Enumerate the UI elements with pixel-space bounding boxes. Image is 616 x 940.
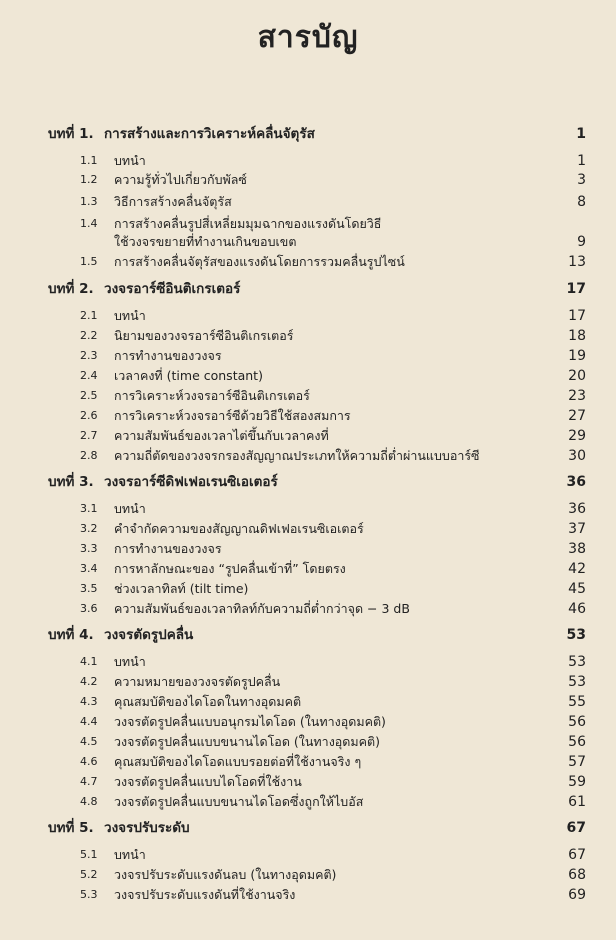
toc-page-number: 56 xyxy=(568,714,586,730)
toc-entry-row xyxy=(0,425,616,447)
toc-entry-number: บทที่ 2. xyxy=(48,281,94,297)
toc-page-number: 13 xyxy=(568,254,586,270)
toc-entry-number: 1.3 xyxy=(80,195,98,208)
toc-page-number: 61 xyxy=(568,794,586,810)
toc-page-number: 42 xyxy=(568,561,586,577)
toc-entry-title: การวิเคราะห์วงจรอาร์ซีอินติเกรเตอร์ xyxy=(114,388,310,403)
toc-chapter-row xyxy=(0,278,616,300)
toc-chapter-row xyxy=(0,817,616,839)
toc-entry-title: บทนำ xyxy=(114,308,146,323)
toc-entry-row xyxy=(0,651,616,673)
toc-entry-row xyxy=(0,671,616,693)
toc-entry-row xyxy=(0,365,616,387)
toc-entry-number: 2.2 xyxy=(80,329,98,342)
toc-page-number: 36 xyxy=(566,474,586,490)
toc-entry-number: 3.2 xyxy=(80,522,98,535)
toc-page-number: 17 xyxy=(566,281,586,297)
toc-entry-row xyxy=(0,305,616,327)
toc-page-number: 56 xyxy=(568,734,586,750)
toc-page-number: 67 xyxy=(566,820,586,836)
toc-entry-row xyxy=(0,345,616,367)
toc-entry-title: วงจรอาร์ซีอินติเกรเตอร์ xyxy=(104,281,241,297)
toc-entry-number: 2.1 xyxy=(80,309,98,322)
toc-entry-title: ความถี่ตัดของวงจรกรองสัญญาณประเภทให้ความถี่ต่ำผ่านแบบอาร์ซี xyxy=(114,448,480,463)
toc-page-number: 8 xyxy=(577,194,586,210)
toc-entry-number: 1.2 xyxy=(80,173,98,186)
toc-page-number: 45 xyxy=(568,581,586,597)
toc-page-number: 23 xyxy=(568,388,586,404)
toc-entry-row xyxy=(0,385,616,407)
toc-entry-number: 4.5 xyxy=(80,735,98,748)
toc-entry-row xyxy=(0,538,616,560)
toc-entry-row xyxy=(0,405,616,427)
toc-entry-row xyxy=(0,598,616,620)
toc-entry-row xyxy=(0,191,616,213)
toc-entry-title: การสร้างคลื่นจัตุรัสของแรงดันโดยการรวมคลื่นรูปไซน์ xyxy=(114,254,405,269)
toc-entry-title: คุณสมบัติของไดโอดแบบรอยต่อที่ใช้งานจริง ๆ xyxy=(114,754,362,769)
toc-entry-title: คุณสมบัติของไดโอดในทางอุดมคติ xyxy=(114,694,302,709)
toc-page-number: 37 xyxy=(568,521,586,537)
toc-entry-row xyxy=(0,325,616,347)
toc-entry-row xyxy=(0,518,616,540)
toc-page-number: 9 xyxy=(577,234,586,250)
toc-entry-title: วงจรตัดรูปคลื่นแบบอนุกรมไดโอด (ในทางอุดมคติ) xyxy=(114,714,386,729)
toc-entry-row xyxy=(0,864,616,886)
toc-entry-number: 3.3 xyxy=(80,542,98,555)
toc-entry-row xyxy=(0,751,616,773)
toc-entry-number: 2.5 xyxy=(80,389,98,402)
toc-chapter-row xyxy=(0,471,616,493)
toc-page-number: 17 xyxy=(568,308,586,324)
toc-entry-row xyxy=(0,445,616,467)
toc-page-number: 1 xyxy=(577,153,586,169)
toc-entry-number: 2.6 xyxy=(80,409,98,422)
toc-entry-title: วงจรปรับระดับ xyxy=(104,820,190,836)
toc-page-number: 57 xyxy=(568,754,586,770)
toc-entry-number: บทที่ 5. xyxy=(48,820,94,836)
toc-entry-number: บทที่ 3. xyxy=(48,474,94,490)
toc-chapter-row xyxy=(0,624,616,646)
toc-entry-row xyxy=(0,884,616,906)
toc-entry-title: บทนำ xyxy=(114,654,146,669)
toc-entry-title: การหาลักษณะของ “รูปคลื่นเข้าที่” โดยตรง xyxy=(114,561,346,576)
toc-entry-title: บทนำ xyxy=(114,847,146,862)
toc-entry-row xyxy=(0,731,616,753)
toc-page-number: 18 xyxy=(568,328,586,344)
toc-page-number: 29 xyxy=(568,428,586,444)
toc-entry-number: 4.6 xyxy=(80,755,98,768)
toc-entry-number: 3.4 xyxy=(80,562,98,575)
toc-entry-title: ความรู้ทั่วไปเกี่ยวกับพัลซ์ xyxy=(114,172,247,187)
toc-page-number: 55 xyxy=(568,694,586,710)
toc-entry-title: วงจรตัดรูปคลื่นแบบไดโอดที่ใช้งาน xyxy=(114,774,302,789)
toc-entry-number: 4.1 xyxy=(80,655,98,668)
toc-page-number: 27 xyxy=(568,408,586,424)
toc-entry-title: ความหมายของวงจรตัดรูปคลื่น xyxy=(114,674,281,689)
toc-entry-number: 2.3 xyxy=(80,349,98,362)
toc-page-number: 59 xyxy=(568,774,586,790)
toc-entry-title: ใช้วงจรขยายที่ทำงานเกินขอบเขต xyxy=(114,234,297,249)
toc-page-number: 67 xyxy=(568,847,586,863)
toc-page-number: 68 xyxy=(568,867,586,883)
toc-entry-number: 3.1 xyxy=(80,502,98,515)
toc-entry-number: 4.3 xyxy=(80,695,98,708)
toc-entry-title: ช่วงเวลาทิลท์ (tilt time) xyxy=(114,581,249,596)
toc-entry-title: วงจรปรับระดับแรงดันลบ (ในทางอุดมคติ) xyxy=(114,867,337,882)
page-title: สารบัญ xyxy=(257,20,359,55)
toc-chapter-row xyxy=(0,123,616,145)
toc-page-number: 53 xyxy=(568,674,586,690)
toc-entry-number: 5.3 xyxy=(80,888,98,901)
toc-entry-row xyxy=(0,691,616,713)
toc-entry-number: 2.4 xyxy=(80,369,98,382)
toc-page-number: 30 xyxy=(568,448,586,464)
toc-entry-row xyxy=(0,558,616,580)
toc-page-number: 3 xyxy=(577,172,586,188)
toc-entry-title: วงจรตัดรูปคลื่น xyxy=(104,627,194,643)
toc-entry-number: บทที่ 4. xyxy=(48,627,94,643)
toc-entry-number: 2.8 xyxy=(80,449,98,462)
toc-entry-title: บทนำ xyxy=(114,153,146,168)
toc-page-number: 19 xyxy=(568,348,586,364)
toc-entry-title: วงจรตัดรูปคลื่นแบบขนานไดโอด (ในทางอุดมคติ) xyxy=(114,734,381,749)
toc-entry-title: วงจรตัดรูปคลื่นแบบขนานไดโอดซึ่งถูกให้ไบอัส xyxy=(114,794,364,809)
toc-entry-number: 1.5 xyxy=(80,255,98,268)
toc-entry-title: บทนำ xyxy=(114,501,146,516)
toc-page-number: 69 xyxy=(568,887,586,903)
toc-entry-title: วิธีการสร้างคลื่นจัตุรัส xyxy=(114,194,232,209)
toc-entry-number: 2.7 xyxy=(80,429,98,442)
toc-entry-row xyxy=(0,771,616,793)
toc-entry-title: คำจำกัดความของสัญญาณดิฟเฟอเรนซิเอเตอร์ xyxy=(114,521,364,536)
toc-entry-title: ความสัมพันธ์ของเวลาทิลท์กับความถี่ต่ำกว่าจุด − 3 dB xyxy=(114,601,410,616)
toc-page-number: 53 xyxy=(566,627,586,643)
toc-entry-title: วงจรอาร์ซีดิฟเฟอเรนซิเอเตอร์ xyxy=(104,474,278,490)
toc-entry-number: 5.1 xyxy=(80,848,98,861)
toc-entry-title: เวลาคงที่ (time constant) xyxy=(114,368,263,383)
toc-entry-number: บทที่ 1. xyxy=(48,126,94,142)
toc-page-number: 38 xyxy=(568,541,586,557)
toc-entry-title: นิยามของวงจรอาร์ซีอินติเกรเตอร์ xyxy=(114,328,294,343)
toc-entry-row xyxy=(0,711,616,733)
toc-entry-number: 4.7 xyxy=(80,775,98,788)
toc-entry-number: 1.1 xyxy=(80,154,98,167)
toc-entry-row xyxy=(0,231,616,253)
toc-page-number: 46 xyxy=(568,601,586,617)
toc-page-number: 1 xyxy=(576,126,586,142)
toc-entry-row xyxy=(0,251,616,273)
toc-entry-number: 3.5 xyxy=(80,582,98,595)
toc-entry-number: 4.8 xyxy=(80,795,98,808)
toc-entry-number: 1.4 xyxy=(80,217,98,230)
toc-entry-title: การทำงานของวงจร xyxy=(114,541,222,556)
toc-entry-row xyxy=(0,791,616,813)
toc-entry-title: การสร้างคลื่นรูปสี่เหลี่ยมมุมฉากของแรงดันโดยวิธี xyxy=(114,216,382,231)
toc-entry-title: การสร้างและการวิเคราะห์คลื่นจัตุรัส xyxy=(104,126,315,142)
toc-page-number: 20 xyxy=(568,368,586,384)
toc-page-number: 53 xyxy=(568,654,586,670)
toc-entry-number: 5.2 xyxy=(80,868,98,881)
toc-entry-number: 3.6 xyxy=(80,602,98,615)
toc-page-number: 36 xyxy=(568,501,586,517)
toc-entry-number: 4.2 xyxy=(80,675,98,688)
toc-entry-row xyxy=(0,498,616,520)
toc-entry-title: การทำงานของวงจร xyxy=(114,348,222,363)
toc-entry-title: ความสัมพันธ์ของเวลาไต่ขึ้นกับเวลาคงที่ xyxy=(114,428,329,443)
toc-entry-number: 4.4 xyxy=(80,715,98,728)
toc-entry-title: วงจรปรับระดับแรงดันที่ใช้งานจริง xyxy=(114,887,296,902)
toc-entry-row xyxy=(0,169,616,191)
toc-entry-row xyxy=(0,578,616,600)
toc-entry-row xyxy=(0,844,616,866)
toc-entry-title: การวิเคราะห์วงจรอาร์ซีด้วยวิธีใช้สองสมการ xyxy=(114,408,351,423)
